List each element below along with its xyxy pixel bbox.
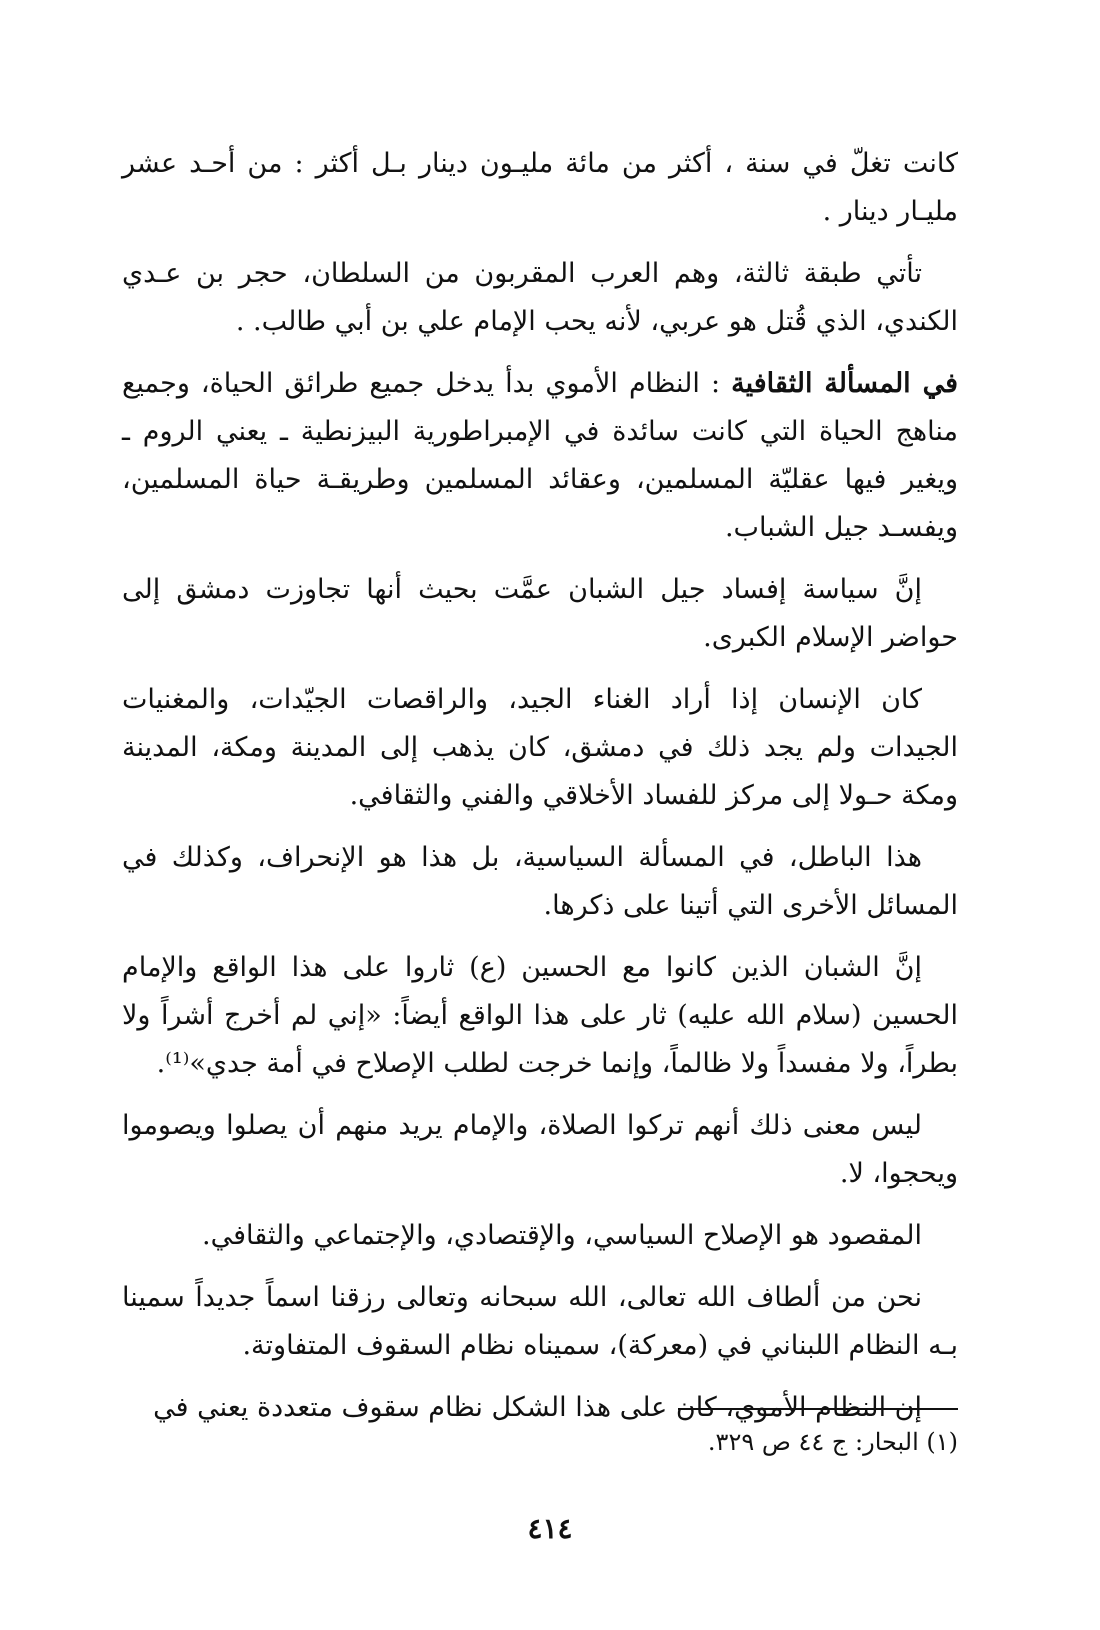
footnote-divider [678,1408,958,1410]
paragraph-text: : النظام الأموي بدأ يدخل جميع طرائق الحياة، وجميع مناهج الحياة التي كانت سائدة في الإمبراطورية البيزنطية ـ يعني الروم ـ ويغير فيها عقليّة المسلمين، وعقائد المسلمين وطريقـة حياة المسلمين، ويفسـد جيل الشباب. [122,368,958,543]
paragraph-text: كان الإنسان إذا أراد الغناء الجيد، والراقصات الجيّدات، والمغنيات الجيدات ولم يجد ذلك في دمشق، كان يذهب إلى المدينة ومكة، المدينة ومكة حـولا إلى مركز للفساد الأخلاقي والفني والثقافي. [122,684,958,811]
paragraph-2 [122,250,958,346]
paragraph-text: إن النظام الأموي، كان على هذا الشكل نظام سقوف متعددة يعني في [153,1392,922,1423]
section-lead: في المسألة الثقافية [731,368,958,399]
paragraph-text: تأتي طبقة ثالثة، وهم العرب المقربون من السلطان، حجر بن عـدي الكندي، الذي قُتل هو عربي، لأنه يحب الإمام علي بن أبي طالب. . [122,258,958,337]
footnote: (١) البحار: ج ٤٤ ص ٣٢٩. [707,1428,958,1456]
paragraph-text: إنَّ سياسة إفساد جيل الشبان عمَّت بحيث أنها تجاوزت دمشق إلى حواضر الإسلام الكبرى. [122,574,958,653]
paragraph-text: ليس معنى ذلك أنهم تركوا الصلاة، والإمام يريد منهم أن يصلوا ويصوموا ويحجوا، لا. [122,1110,958,1189]
paragraph-text: هذا الباطل، في المسألة السياسية، بل هذا هو الإنحراف، وكذلك في المسائل الأخرى التي أتينا على ذكرها. [122,842,958,921]
paragraph-text: إنَّ الشبان الذين كانوا مع الحسين (ع) ثاروا على هذا الواقع والإمام الحسين (سلام الله عليه) ثار على هذا الواقع أيضاً: «إني لم أخرج أشراً ولا بطراً، ولا مفسداً ولا ظالماً، وإنما خرجت لطلب الإصلاح في أمة جدي»⁽¹⁾. [122,952,958,1079]
paragraph-7 [122,944,958,1088]
paragraph-5 [122,676,958,820]
paragraph-8 [122,1102,958,1198]
paragraph-text: المقصود هو الإصلاح السياسي، والإقتصادي، والإجتماعي والثقافي. [202,1220,922,1251]
paragraph-text: كانت تغلّ في سنة ، أكثر من مائة مليـون دينار بـل أكثر : من أحـد عشر مليـار دينار . [122,148,958,227]
paragraph-3 [122,360,958,552]
paragraph-text: نحن من ألطاف الله تعالى، الله سبحانه وتعالى رزقنا اسماً جديداً سمينا بـه النظام اللبناني في (معركة)، سميناه نظام السقوف المتفاوتة. [122,1282,958,1361]
page-body [122,140,958,1446]
paragraph-4 [122,566,958,662]
paragraph-10 [122,1274,958,1370]
paragraph-6 [122,834,958,930]
paragraph-9 [122,1212,958,1260]
page-number: ٤١٤ [527,1512,573,1545]
paragraph-1 [122,140,958,236]
